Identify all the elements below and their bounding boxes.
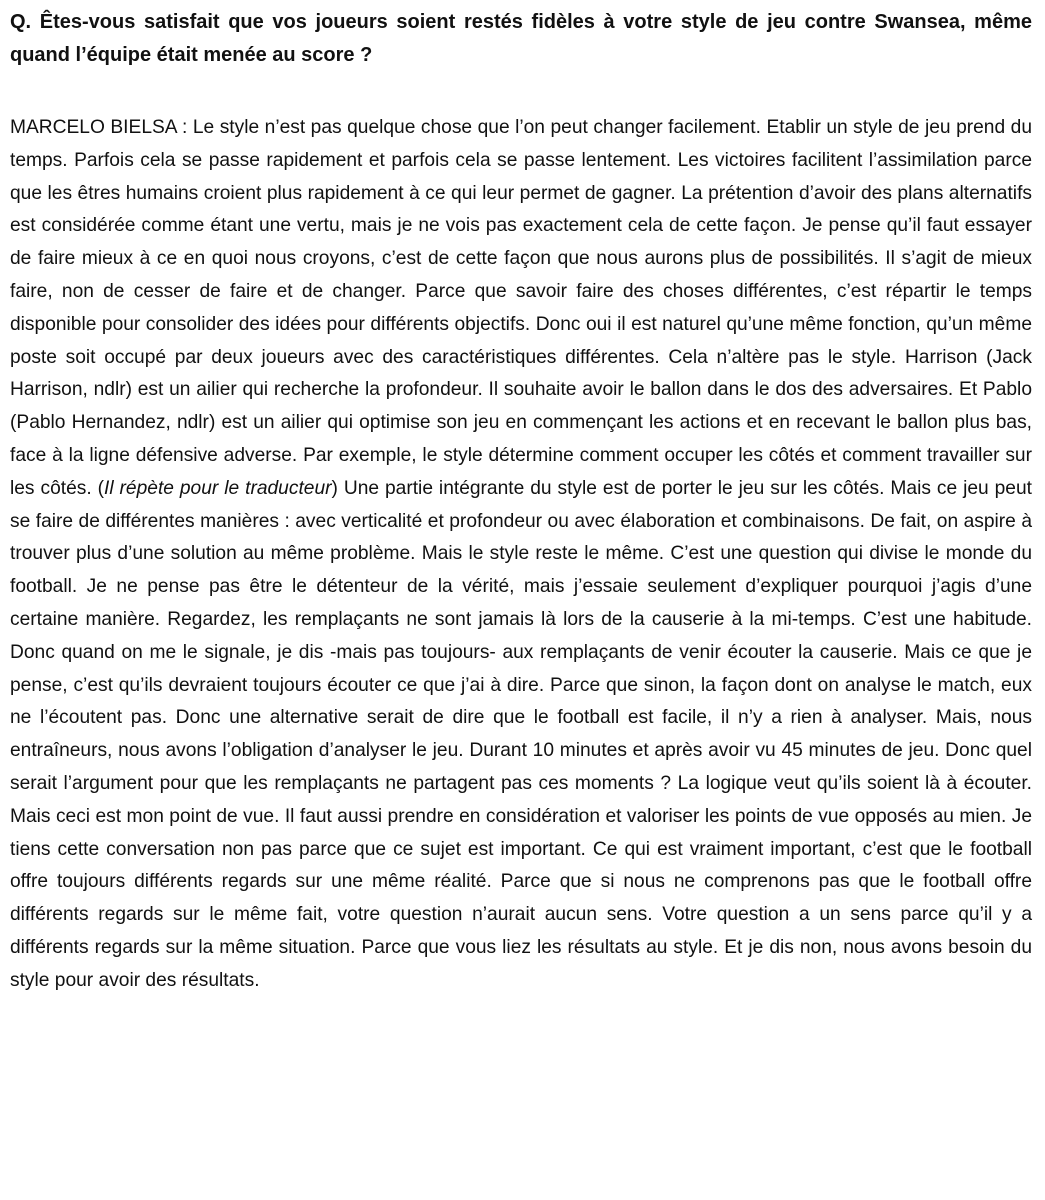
answer-text-part-2: ) Une partie intégrante du style est de porter le jeu sur les côtés. Mais ce jeu peut se faire de différentes manières : avec verticalité et profondeur ou avec élaboration et combinaisons. De fait, on aspire à trouver plus d’une solution au même problème. Mais le style reste le même. C’est une question qui divise le monde du football. Je ne pense pas être le détenteur de la vérité, mais j’essaie seulement d’expliquer pourquoi j’agis d’une certaine manière. Regardez, les remplaçants ne sont jamais là lors de la causerie à la mi-temps. C’est une habitude. Donc quand on me le signale, je dis -mais pas toujours- aux remplaçants de venir écouter la causerie. Mais ce que je pense, c’est qu’ils devraient toujours écouter ce que j’ai à dire. Parce que sinon, la façon dont on analyse le match, eux ne l’écoutent pas. Donc une alternative serait de dire que le football est facile, il n’y a rien à analyser. Mais, nous entraîneurs, nous avons l’obligation d’analyser le jeu. Durant 10 minutes et après avoir vu 45 minutes de jeu. Donc quel serait l’argument pour que les remplaçants ne partagent pas ces moments ? La logique veut qu’ils soient là à écouter. Mais ceci est mon point de vue. Il faut aussi prendre en considération et valoriser les points de vue opposés au mien. Je tiens cette conversation non pas parce que ce sujet est important. Ce qui est vraiment important, c’est que le football offre toujours différents regards sur une même réalité. Parce que si nous ne comprenons pas que le football offre différents regards sur le même fait, votre question n’aurait aucun sens. Votre question a un sens parce qu’il y a différents regards sur la même situation. Parce que vous liez les résultats au style. Et je dis non, nous avons besoin du style pour avoir des résultats. <box>10 477 1032 991</box>
answer-italic-note: Il répète pour le traducteur <box>104 477 332 499</box>
interview-question: Q. Êtes-vous satisfait que vos joueurs soient restés fidèles à votre style de jeu contre Swansea, même quand l’équipe était menée au score ? <box>10 11 1032 66</box>
document <box>10 6 1032 998</box>
answer-text-part-1: MARCELO BIELSA : Le style n’est pas quelque chose que l’on peut changer facilement. Etablir un style de jeu prend du temps. Parfois cela se passe rapidement et parfois cela se passe lentement. Les victoires facilitent l’assimilation parce que les êtres humains croient plus rapidement à ce qui leur permet de gagner. La prétention d’avoir des plans alternatifs est considérée comme étant une vertu, mais je ne vois pas exactement cela de cette façon. Je pense qu’il faut essayer de faire mieux à ce en quoi nous croyons, c’est de cette façon que nous aurons plus de possibilités. Il s’agit de mieux faire, non de cesser de faire et de changer. Parce que savoir faire des choses différentes, c’est répartir le temps disponible pour consolider des idées pour différents objectifs. Donc oui il est naturel qu’une même fonction, qu’un même poste soit occupé par deux joueurs avec des caractéristiques différentes. Cela n’altère pas le style. Harrison (Jack Harrison, ndlr) est un ailier qui recherche la profondeur. Il souhaite avoir le ballon dans le dos des adversaires. Et Pablo (Pablo Hernandez, ndlr) est un ailier qui optimise son jeu en commençant les actions et en recevant le ballon plus bas, face à la ligne défensive adverse. Par exemple, le style détermine comment occuper les côtés et comment travailler sur les côtés. ( <box>10 117 1032 499</box>
interview-answer <box>10 112 1032 998</box>
